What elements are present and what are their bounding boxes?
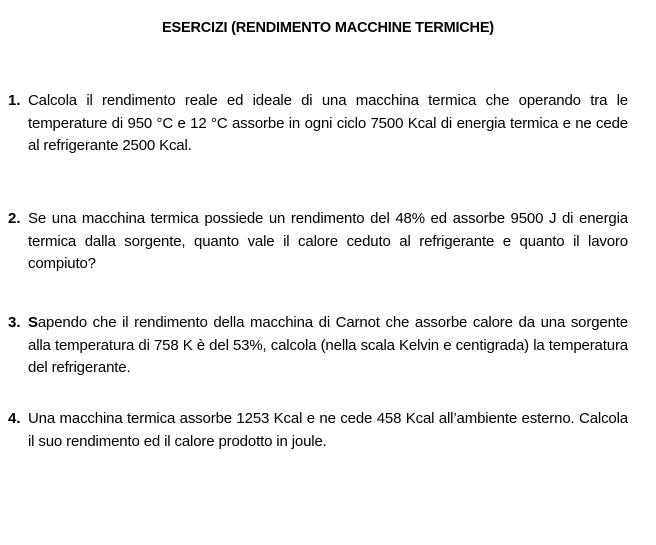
exercise-1 — [8, 90, 628, 158]
exercise-text: Calcola il rendimento reale ed ideale di una macchina termica che operando tra le temperature di 950 °C e 12 °C assorbe in ogni ciclo 7500 Kcal di energia termica e ne cede al refrigerante 2500 Kcal. — [28, 92, 628, 154]
document-title: ESERCIZI (RENDIMENTO MACCHINE TERMICHE) — [162, 20, 494, 36]
exercise-text: apendo che il rendimento della macchina di Carnot che assorbe calore da una sorgente alla temperatura di 758 K è del 53%, calcola (nella scala Kelvin e centigrada) la temperatura del refrigerante. — [28, 314, 628, 376]
exercise-text: Se una macchina termica possiede un rendimento del 48% ed assorbe 9500 J di energia termica dalla sorgente, quanto vale il calore ceduto al refrigerante e quanto il lavoro compiuto? — [28, 210, 628, 272]
exercise-4 — [8, 408, 628, 453]
exercise-text: Una macchina termica assorbe 1253 Kcal e ne cede 458 Kcal all’ambiente esterno. Calcola il suo rendimento ed il calore prodotto in joule. — [28, 410, 628, 450]
exercise-number: 3. — [8, 314, 21, 331]
exercise-number: 2. — [8, 210, 21, 227]
exercise-first-letter: S — [28, 314, 38, 331]
exercise-text-wrapper — [28, 312, 628, 380]
exercise-number: 1. — [8, 92, 21, 109]
exercise-number: 4. — [8, 410, 21, 427]
exercise-3 — [8, 312, 628, 380]
exercise-2 — [8, 208, 628, 276]
